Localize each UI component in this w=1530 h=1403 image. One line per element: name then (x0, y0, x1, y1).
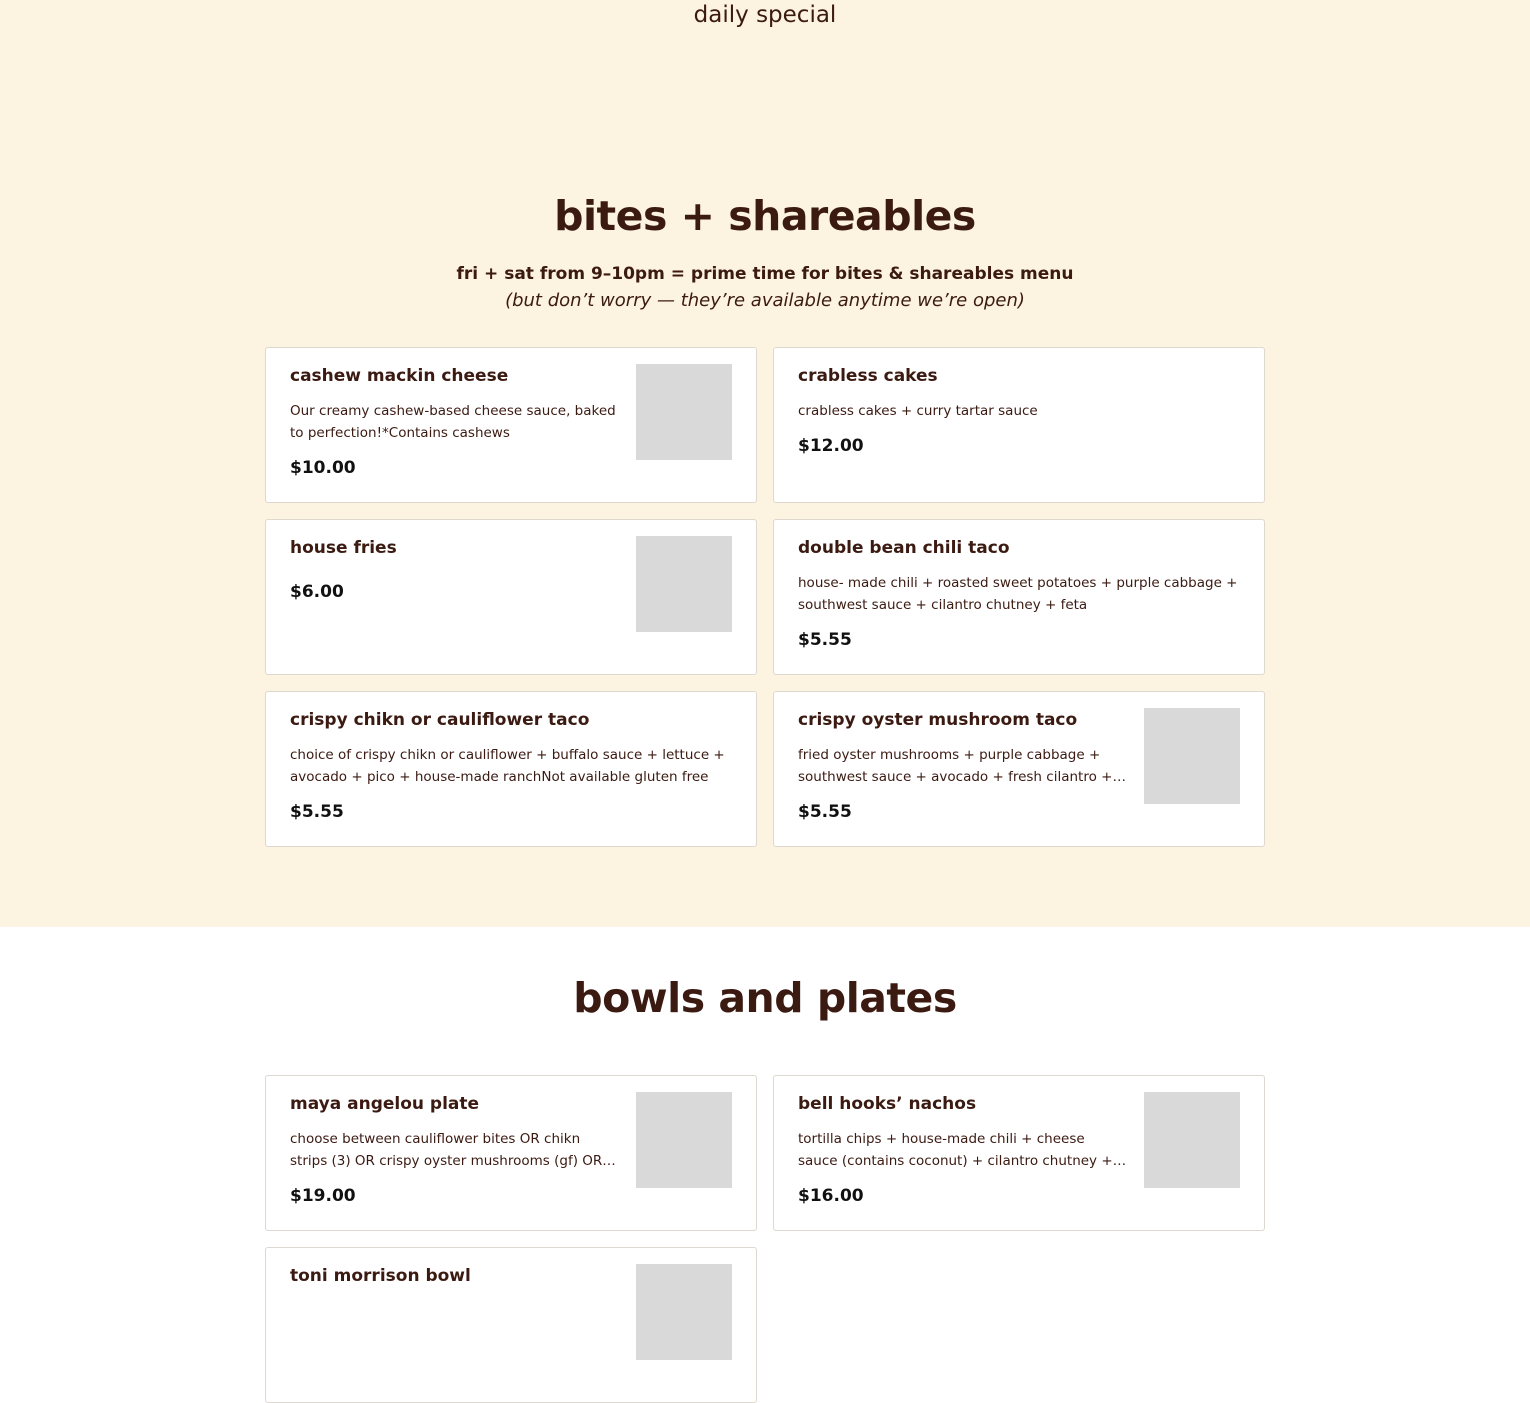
menu-item-card[interactable] (265, 691, 757, 847)
menu-item-name: crispy oyster mushroom taco (798, 710, 1078, 730)
bites-subtitle: fri + sat from 9–10pm = prime time for bites & shareables menu (456, 264, 1074, 284)
bites-availability-note: (but don’t worry — they’re available anytime we’re open) (505, 290, 1025, 311)
menu-item-image[interactable] (636, 1092, 732, 1188)
menu-item-description: crabless cakes + curry tartar sauce (798, 403, 1038, 419)
menu-item-description: choose between cauliflower bites OR chikn strips (3) OR crispy oyster mushrooms (gf) OR (290, 1131, 603, 1169)
menu-item-price: $12.00 (798, 436, 864, 456)
bites-section-title: bites + shareables (554, 192, 976, 240)
menu-item-price: $6.00 (290, 582, 344, 602)
bites-menu-grid (265, 347, 1265, 847)
menu-item-card[interactable] (773, 347, 1265, 503)
menu-item-description: fried oyster mushrooms + purple cabbage + southwest sauce + avocado + fresh cilantro + (798, 747, 1113, 785)
menu-item-description: tortilla chips + house-made chili + cheese sauce (contains coconut) + cilantro chutney + (798, 1131, 1113, 1169)
menu-item-price: $19.00 (290, 1186, 356, 1206)
menu-item-name: crispy chikn or cauliflower taco (290, 710, 590, 730)
menu-item-description: choice of crispy chikn or cauliflower + buffalo sauce + lettuce + avocado + pico + house-made ranchNot available gluten free (290, 747, 725, 785)
menu-item-name: toni morrison bowl (290, 1266, 471, 1286)
menu-item-price: $5.55 (798, 630, 852, 650)
menu-item-image[interactable] (1144, 708, 1240, 804)
menu-item-card[interactable] (265, 347, 757, 503)
menu-item-description: Our creamy cashew-based cheese sauce, baked to perfection!*Contains cashews (290, 403, 616, 441)
menu-item-card[interactable] (265, 1075, 757, 1231)
menu-item-price: $5.55 (290, 802, 344, 822)
bowls-section-title: bowls and plates (573, 974, 957, 1022)
menu-item-name: house fries (290, 538, 397, 558)
bowls-menu-grid (265, 1075, 1265, 1403)
menu-item-description: house- made chili + roasted sweet potatoes + purple cabbage + southwest sauce + cilantro chutney + feta (798, 575, 1238, 613)
menu-item-price: $5.55 (798, 802, 852, 822)
menu-item-card[interactable] (773, 691, 1265, 847)
menu-item-card[interactable] (773, 519, 1265, 675)
menu-item-card[interactable] (265, 519, 757, 675)
menu-item-name: maya angelou plate (290, 1094, 480, 1114)
menu-item-image[interactable] (1144, 1092, 1240, 1188)
menu-item-name: bell hooks’ nachos (798, 1094, 977, 1114)
menu-item-image[interactable] (636, 536, 732, 632)
menu-item-image[interactable] (636, 364, 732, 460)
menu-item-name: double bean chili taco (798, 538, 1010, 558)
menu-item-price: $16.00 (798, 1186, 864, 1206)
daily-special-label: daily special (693, 2, 837, 28)
menu-item-price: $10.00 (290, 458, 356, 478)
menu-item-card[interactable] (773, 1075, 1265, 1231)
menu-item-image[interactable] (636, 1264, 732, 1360)
menu-item-name: cashew mackin cheese (290, 366, 509, 386)
menu-item-name: crabless cakes (798, 366, 938, 386)
menu-item-card[interactable] (265, 1247, 757, 1403)
